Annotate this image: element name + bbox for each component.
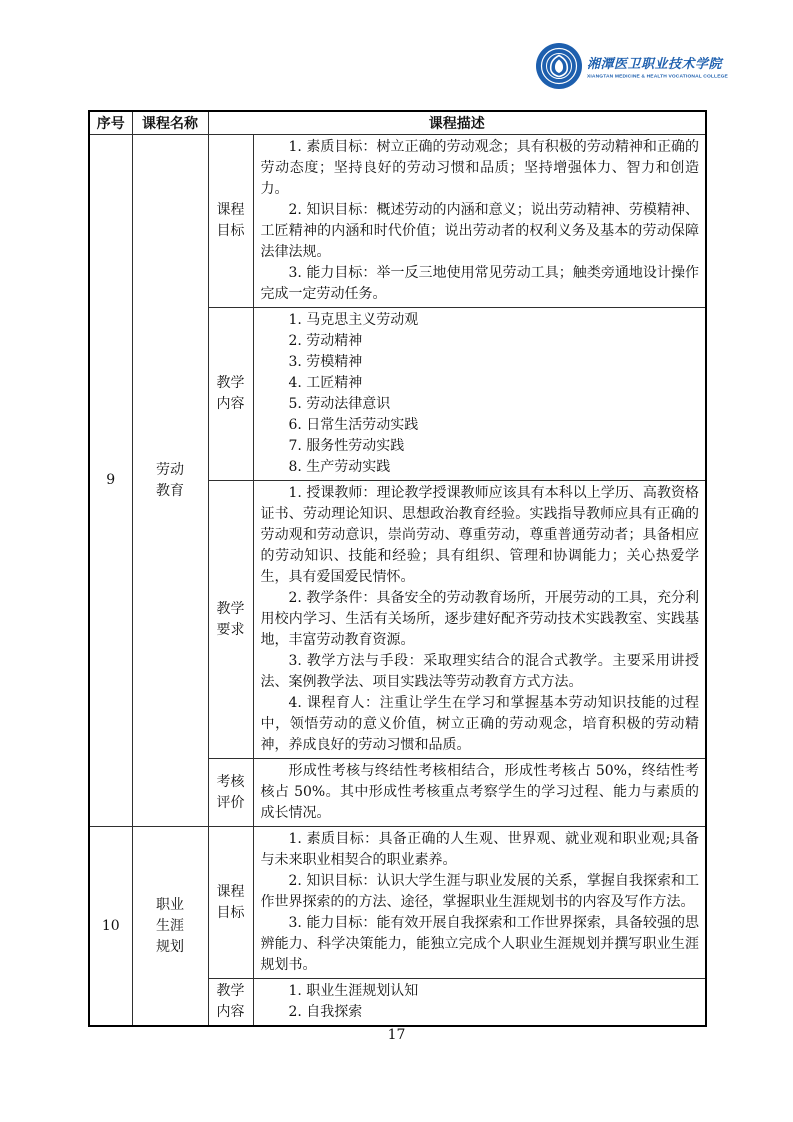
description-paragraph: 1. 马克思主义劳动观 [288, 312, 419, 328]
section-description-cell [253, 759, 706, 827]
description-paragraph: 8. 生产劳动实践 [288, 459, 391, 475]
section-label-cell: 教学 内容 [208, 308, 253, 481]
section-description-cell [253, 135, 706, 308]
description-paragraph: 形成性考核与终结性考核相结合，形成性考核占 50%，终结性考核占 50%。其中形成性考核重点考察学生的学习过程、能力与素质的成长情况。 [260, 763, 699, 821]
header-no: 序号 [89, 111, 132, 135]
description-paragraph: 1. 授课教师：理论教学授课教师应该具有本科以上学历、高教资格证书、劳动理论知识、思想政治教育经验。实践指导教师应具有正确的劳动观和劳动意识，崇尚劳动、尊重劳动，尊重普通劳动者；具备相应的劳动知识、技能和经验；具有组织、管理和协调能力；关心热爱学生，具有爱国爱民情怀。 [260, 485, 699, 585]
description-paragraph: 2. 劳动精神 [288, 333, 363, 349]
course-no-cell: 10 [89, 827, 132, 1027]
college-name [587, 53, 788, 80]
description-paragraph: 4. 课程育人：注重让学生在学习和掌握基本劳动知识技能的过程中，领悟劳动的意义价值，树立正确的劳动观念，培育积极的劳动精神，养成良好的劳动习惯和品质。 [260, 695, 699, 753]
description-paragraph: 6. 日常生活劳动实践 [288, 417, 419, 433]
section-description-cell [253, 308, 706, 481]
description-paragraph: 3. 劳模精神 [288, 354, 363, 370]
description-paragraph: 2. 知识目标：认识大学生涯与职业发展的关系，掌握自我探索和工作世界探索的的方法、途径，掌握职业生涯规划书的内容及写作方法。 [260, 873, 699, 910]
description-paragraph: 7. 服务性劳动实践 [288, 438, 405, 454]
section-description-cell [253, 481, 706, 759]
header-course-name: 课程名称 [132, 111, 208, 135]
description-paragraph: 2. 自我探索 [288, 1004, 363, 1020]
description-paragraph: 1. 素质目标：树立正确的劳动观念；具有积极的劳动精神和正确的劳动态度；坚持良好的劳动习惯和品质；坚持增强体力、智力和创造力。 [260, 139, 699, 197]
college-name-cn: 湘潭医卫职业技术学院 [587, 56, 723, 72]
section-label-cell: 课程 目标 [208, 135, 253, 308]
college-emblem-icon [536, 43, 582, 89]
table-row [89, 827, 706, 979]
description-paragraph: 2. 知识目标：概述劳动的内涵和意义；说出劳动精神、劳模精神、工匠精神的内涵和时代价值；说出劳动者的权利义务及基本的劳动保障法律法规。 [260, 202, 699, 260]
description-paragraph: 4. 工匠精神 [288, 375, 363, 391]
description-paragraph: 3. 能力目标：能有效开展自我探索和工作世界探索，具备较强的思辨能力、科学决策能力，能独立完成个人职业生涯规划并撰写职业生涯规划书。 [260, 915, 699, 973]
description-paragraph: 2. 教学条件：具备安全的劳动教育场所，开展劳动的工具，充分利用校内学习、生活有关场所，逐步建好配齐劳动技术实践教室、实践基地，丰富劳动教育资源。 [260, 590, 699, 648]
section-label-cell: 考核 评价 [208, 759, 253, 827]
page-number: 17 [387, 1027, 406, 1043]
college-logo [536, 43, 788, 89]
section-label-cell: 教学 内容 [208, 979, 253, 1027]
course-description-table [88, 110, 707, 1027]
description-paragraph: 1. 素质目标：具备正确的人生观、世界观、就业观和职业观;具备与未来职业相契合的职业素养。 [260, 831, 699, 868]
section-label-cell: 教学 要求 [208, 481, 253, 759]
section-description-cell [253, 979, 706, 1027]
course-no-cell: 9 [89, 135, 132, 827]
course-name-cell: 职业 生涯 规划 [132, 827, 208, 1027]
section-description-cell [253, 827, 706, 979]
description-paragraph: 5. 劳动法律意识 [288, 396, 391, 412]
course-table-body [89, 135, 706, 1027]
course-name-cell: 劳动 教育 [132, 135, 208, 827]
table-row [89, 135, 706, 308]
table-header-row [89, 111, 706, 135]
description-paragraph: 1. 职业生涯规划认知 [288, 983, 419, 999]
section-label-cell: 课程 目标 [208, 827, 253, 979]
college-name-en: XIANGTAN MEDICINE & HEALTH VOCATIONAL COLLEGE [587, 73, 728, 79]
description-paragraph: 3. 能力目标：举一反三地使用常见劳动工具；触类旁通地设计操作完成一定劳动任务。 [260, 265, 699, 302]
description-paragraph: 3. 教学方法与手段：采取理实结合的混合式教学。主要采用讲授法、案例教学法、项目实践法等劳动教育方式方法。 [260, 653, 699, 690]
header-description: 课程描述 [208, 111, 706, 135]
